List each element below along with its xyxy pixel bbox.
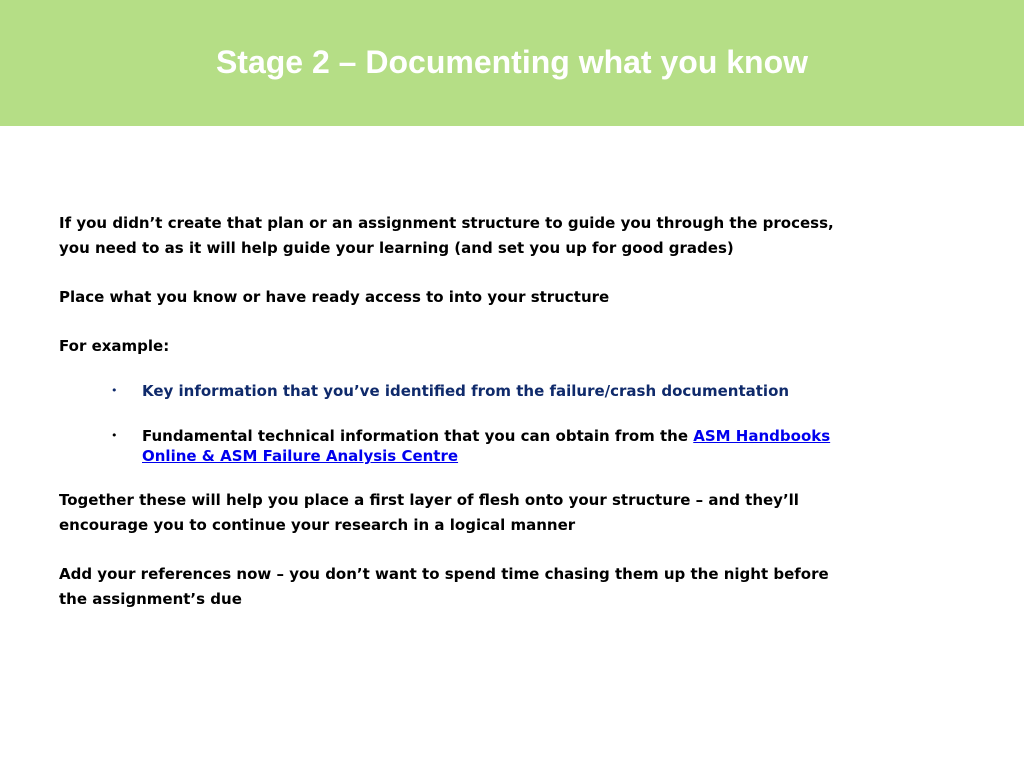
bullet-text: Fundamental technical information that you can obtain from the — [142, 427, 694, 445]
together-line-2: encourage you to continue your research in a logical manner — [59, 516, 576, 534]
intro-line-2: you need to as it will help guide your learning (and set you up for good grades) — [59, 239, 734, 257]
together-line-1: Together these will help you place a first layer of flesh onto your structure – and they’ll — [59, 491, 799, 509]
title-bar — [0, 0, 1024, 126]
bullet-text: Key information that you’ve identified from the failure/crash documentation — [142, 382, 790, 400]
example-paragraph: For example: — [59, 337, 170, 355]
references-line-2: the assignment’s due — [59, 590, 242, 608]
spacer — [59, 401, 949, 426]
bullet-item-key-information — [59, 381, 949, 401]
together-paragraph — [59, 488, 949, 538]
bullet-marker: • — [111, 429, 118, 442]
references-paragraph — [59, 562, 949, 612]
slide-title: Stage 2 – Documenting what you know — [215, 44, 809, 80]
spacer — [59, 466, 949, 488]
asm-failure-analysis-link[interactable]: Online & ASM Failure Analysis Centre — [142, 447, 459, 465]
intro-paragraph — [59, 211, 949, 261]
spacer — [59, 359, 949, 381]
bullet-marker: • — [111, 384, 118, 397]
references-line-1: Add your references now – you don’t want to spend time chasing them up the night before — [59, 565, 829, 583]
intro-line-1: If you didn’t create that plan or an assignment structure to guide you through the process, — [59, 214, 834, 232]
spacer — [59, 538, 949, 562]
slide-body — [59, 211, 949, 612]
place-paragraph: Place what you know or have ready access to into your structure — [59, 288, 610, 306]
spacer — [59, 310, 949, 334]
bullet-item-fundamental-information — [59, 426, 949, 466]
spacer — [59, 261, 949, 285]
asm-handbooks-link[interactable]: ASM Handbooks — [693, 427, 831, 445]
bullet-list — [59, 381, 949, 466]
